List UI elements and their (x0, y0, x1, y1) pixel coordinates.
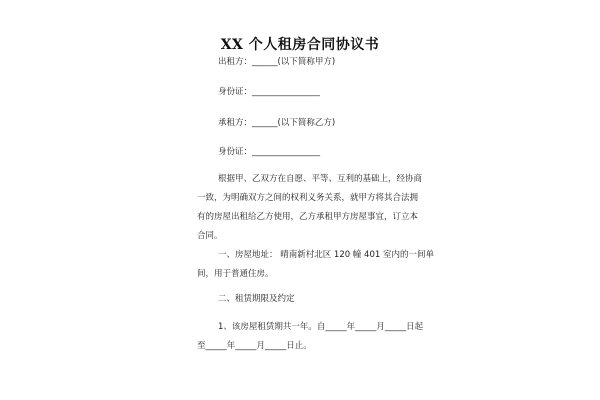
clause-1-paragraph (197, 246, 434, 284)
lessee-line: 承租方：______(以下简称乙方) (218, 118, 336, 128)
lessee-id-line: 身份证：________________ (218, 147, 321, 157)
clause-1-row: 一、房屋地址： 晴南新村北区 120 幢 401 室内的一间单 (218, 250, 434, 260)
clause-2-1-paragraph (197, 318, 424, 356)
section-2-heading: 二、租赁期限及约定 (218, 294, 295, 304)
lessor-id-line: 身份证：________________ (218, 87, 321, 97)
clause-1-row: 间，用于普通住房。 (197, 269, 274, 279)
preamble-row: 有的房屋出租给乙方使用，乙方承租甲方房屋事宜，订立本 (197, 212, 419, 222)
preamble-row: 根据甲、乙双方在自愿、平等、互利的基础上，经协商 (218, 174, 423, 184)
lessor-line: 出租方：______(以下简称甲方) (218, 57, 336, 67)
preamble-row: 合同。 (197, 231, 223, 241)
preamble-paragraph (197, 170, 423, 246)
preamble-row: 一致，为明确双方之间的权利义务关系，就甲方将其合法拥 (197, 193, 419, 203)
clause-2-1-row: 1、该房屋租赁期共一年。自_____年_____月_____日起 (218, 322, 424, 332)
clause-2-1-row: 至_____年_____月_____日止。 (197, 341, 312, 351)
page-title: XX 个人租房合同协议书 (220, 37, 380, 53)
